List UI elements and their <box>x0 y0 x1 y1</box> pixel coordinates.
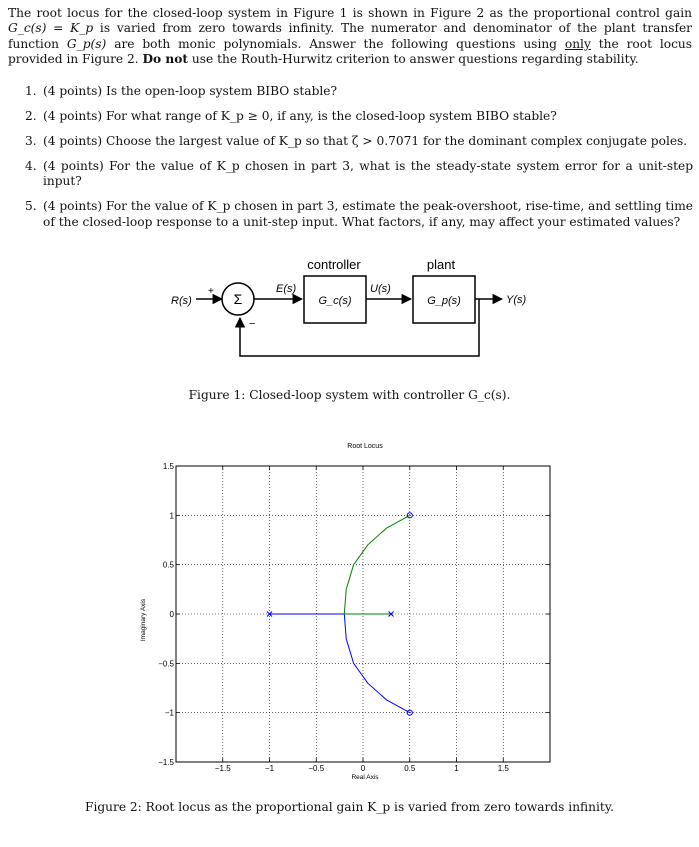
only-emphasis: only <box>564 36 591 51</box>
question-item: 5. (4 points) For the value of K_p chosen in part 3, estimate the peak-overshoot, rise-time, and settling time of the closed-loop response to a unit-step input. What factors, if any, may affect your estimated values? <box>25 199 694 229</box>
input-label: R(s) <box>171 295 192 307</box>
problem-intro: The root locus for the closed-loop system in Figure 1 is shown in Figure 2 as the proportional control gain G_c(s) = K_p is varied from zero towards infinity. The numerator and denominator of the plant transfer function G_p(s) are both monic polynomials. Answer the following questions using only the root locus provided in Figure 2. Do not use the Routh-Hurwitz criterion to answer questions regarding stability. <box>8 6 693 67</box>
do-not-emphasis: Do not <box>142 52 189 67</box>
x-tick-label: −0.5 <box>308 764 325 773</box>
y-tick-label: 0 <box>169 610 174 619</box>
x-tick-label: 1 <box>454 764 459 773</box>
x-tick-label: 1.5 <box>497 764 509 773</box>
chart-title: Root Locus <box>347 443 383 450</box>
minus-sign: − <box>249 318 256 330</box>
x-tick-label: −1.5 <box>214 764 231 773</box>
y-tick-label: −1.5 <box>158 758 174 767</box>
plant-block-label: G_p(s) <box>427 295 461 307</box>
y-tick-label: 1 <box>169 511 174 521</box>
question-item: 1. (4 points) Is the open-loop system BIBO stable? <box>25 84 338 98</box>
y-tick-label: 0.5 <box>162 560 174 570</box>
control-signal-label: U(s) <box>370 283 391 295</box>
controller-block-label: G_c(s) <box>318 295 352 307</box>
y-tick-label: −0.5 <box>158 659 174 669</box>
gc-equation: G_c(s) = K_p <box>8 21 94 36</box>
block-diagram <box>0 250 699 362</box>
plus-sign: + <box>208 286 214 297</box>
gp-symbol: G_p(s) <box>66 36 107 51</box>
question-item: 4. (4 points) For the value of K_p chosen in part 3, what is the steady-state system error for a unit-step input? <box>25 159 693 189</box>
controller-label: controller <box>307 257 361 272</box>
output-label: Y(s) <box>506 294 527 306</box>
x-tick-label: −1 <box>264 764 275 773</box>
x-axis-label: Real Axis <box>351 774 379 781</box>
y-axis-label: Imaginary Axis <box>140 598 147 642</box>
figure1-caption: Figure 1: Closed-loop system with controller G_c(s). <box>188 388 511 402</box>
sum-symbol: Σ <box>233 291 243 307</box>
plant-label: plant <box>426 257 456 272</box>
question-item: 3. (4 points) Choose the largest value of K_p so that ζ > 0.7071 for the dominant complex conjugate poles. <box>25 134 688 148</box>
error-label: E(s) <box>276 283 297 295</box>
question-item: 2. (4 points) For what range of K_p ≥ 0, if any, is the closed-loop system BIBO stable? <box>25 109 557 123</box>
question-list <box>25 84 693 240</box>
figure2-caption: Figure 2: Root locus as the proportional gain K_p is varied from zero towards infinity. <box>85 800 614 814</box>
y-tick-label: 1.5 <box>162 462 174 471</box>
y-tick-label: −1 <box>164 708 174 718</box>
x-tick-label: 0.5 <box>404 764 416 773</box>
root-locus-chart <box>0 435 699 785</box>
x-tick-label: 0 <box>360 764 366 773</box>
